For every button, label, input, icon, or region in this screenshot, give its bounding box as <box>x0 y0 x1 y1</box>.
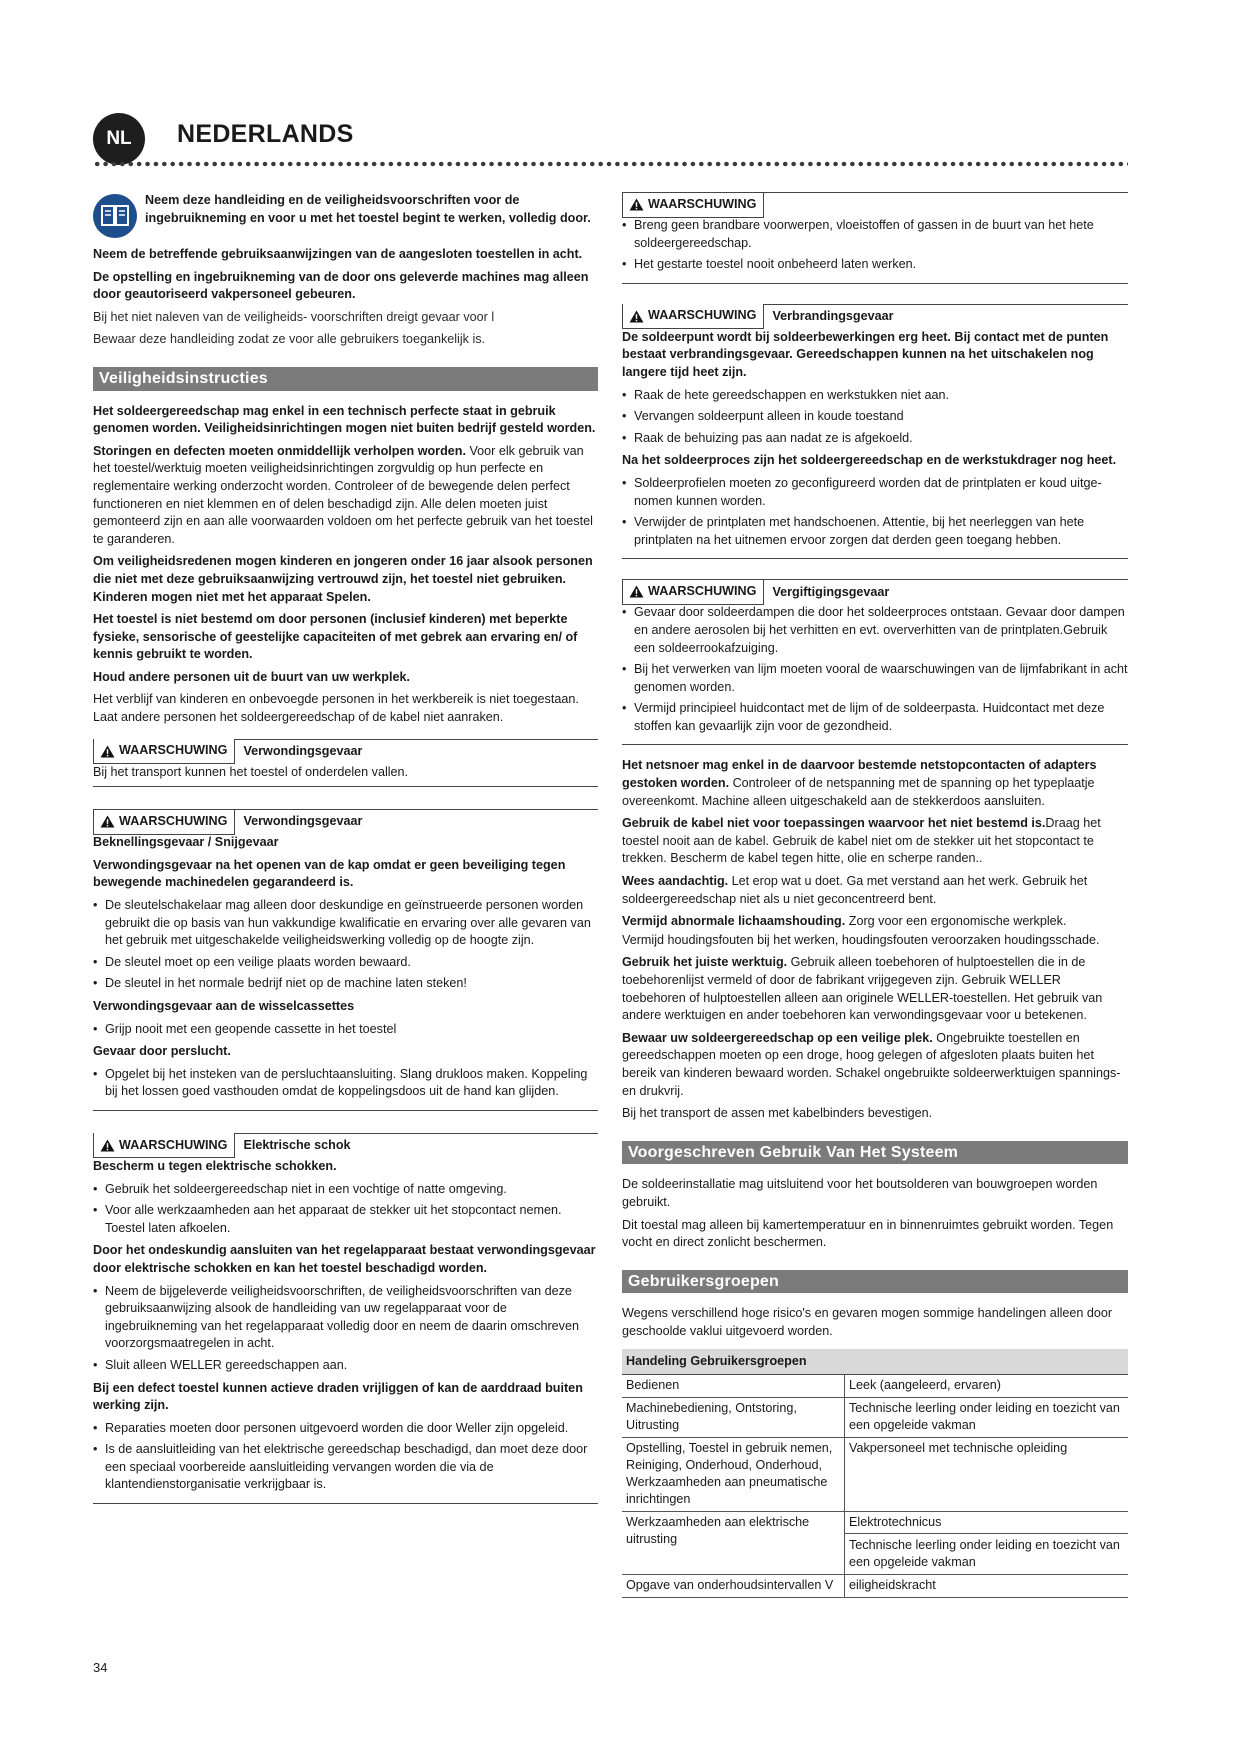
warning-subheading: Door het ondeskundig aansluiten van het regelapparaat bestaat verwondingsgevaar door elektrische schokken en kan het toestel beschadigd worden. <box>93 1243 596 1275</box>
warning-triangle-icon <box>100 745 115 758</box>
list-item: • Reparaties moeten door personen uitgevoerd worden die door Weller zijn opgeleid. <box>93 1420 598 1438</box>
warning-list <box>93 897 598 993</box>
safety-text-6: Het verblijf van kinderen en onbevoegde personen in het werkbereik is niet toegestaan. Laat andere personen het soldeergereedschap of de kabel niet aanraken. <box>93 692 579 725</box>
intended-text-2: Dit toestal mag alleen bij kamertemperatuur en in binnenruimtes gebruikt worden. Tegen vocht en direct zonlicht beschermen. <box>622 1217 1114 1250</box>
page-number: 34 <box>93 1660 108 1675</box>
general-safety-block <box>622 757 1128 1122</box>
list-item: • Vermijd principieel huidcontact met de lijm of de soldeerpasta. Huidcontact met deze stoffen kan gevaarlijk zijn voor de gezondheid. <box>622 700 1128 735</box>
table-row <box>622 1511 1128 1574</box>
warning-title: Verwondingsgevaar <box>243 814 363 829</box>
warning-triangle-icon <box>100 1139 115 1152</box>
list-item: • Raak de hete gereedschappen en werkstukken niet aan. <box>622 387 1128 405</box>
general-text-4b: Vermijd houdingsfouten bij het werken, houdingsfouten veroorzaken houdingsschade. <box>622 932 1100 947</box>
table-row <box>622 1374 1128 1397</box>
warning-tag: WAARSCHUWING <box>93 810 235 835</box>
warning-triangle-icon <box>100 815 115 828</box>
intro-text-2: Neem de betreffende gebruiksaanwijzingen van de aangesloten toestellen in acht. <box>93 247 583 261</box>
intended-text-1: De soldeerinstallatie mag uitsluitend voor het boutsolderen van bouwgroepen worden gebruikt. <box>622 1177 1098 1209</box>
warning-box-fire <box>622 192 1128 284</box>
section-heading-intended-use: Voorgeschreven Gebruik Van Het Systeem <box>622 1141 1128 1165</box>
warning-box-burn <box>622 304 1128 560</box>
warning-title: Verwondingsgevaar <box>243 743 363 758</box>
right-column <box>622 192 1128 1598</box>
list-item: • Gevaar door soldeerdampen die door het soldeerproces ontstaan. Gevaar door dampen en andere aerosolen bij het verhitten en evt. oververhitten van de printplaten.Gebruik een soldeerrookafzuiging. <box>622 604 1128 657</box>
list-item: • Opgelet bij het insteken van de persluchtaansluiting. Slang drukloos maken. Koppeling bij het lossen goed vasthouden omdat de koppelingsdoos uit de hand kan glijden. <box>93 1066 598 1101</box>
warning-box-injury-machine <box>93 809 598 1111</box>
warning-tag: WAARSCHUWING <box>93 739 235 764</box>
warning-list <box>93 1021 598 1039</box>
table-cell: Leek (aangeleerd, ervaren) <box>845 1374 1129 1397</box>
warning-tag: WAARSCHUWING <box>93 1133 235 1158</box>
table-cell: eiligheidskracht <box>845 1574 1129 1597</box>
user-groups-table <box>622 1349 1128 1598</box>
left-column <box>93 192 598 1508</box>
table-cell: Opstelling, Toestel in gebruik nemen, Reiniging, Onderhoud, Onderhoud, Werkzaamheden aan pneumatische inrichtingen <box>622 1437 845 1511</box>
warning-subheading: De soldeerpunt wordt bij soldeerbewerkingen erg heet. Bij contact met de punten bestaat verbrandingsgevaar. Gereedschappen kunnen na het uitschakelen nog langere tijd heet zijn. <box>622 329 1109 379</box>
list-item: • Gebruik het soldeergereedschap niet in een vochtige of natte omgeving. <box>93 1181 598 1199</box>
warning-list <box>93 1420 598 1494</box>
list-item: • Breng geen brandbare voorwerpen, vloeistoffen of gassen in de buurt van het hete soldeergereedschap. <box>622 217 1128 252</box>
list-item: • Het gestarte toestel nooit onbeheerd laten werken. <box>622 256 1128 274</box>
table-cell: Machinebediening, Ontstoring, Uitrusting <box>622 1397 845 1437</box>
general-text-4: Vermijd abnormale lichaamshouding. Zorg voor een ergonomische werkplek. <box>622 914 1067 929</box>
warning-subheading: Verwondingsgevaar aan de wisselcassettes <box>93 999 355 1013</box>
page-title: NEDERLANDS <box>177 120 354 148</box>
intro-block <box>93 192 598 242</box>
table-cell: Bedienen <box>622 1374 845 1397</box>
intro-text-3: De opstelling en ingebruikneming van de door ons geleverde machines mag alleen door geautoriseerd vakpersoneel gebeuren. <box>93 269 589 302</box>
intro-text-4: Bij het niet naleven van de veiligheids- voorschriften dreigt gevaar voor l <box>93 309 495 324</box>
warning-tag: WAARSCHUWING <box>622 580 764 605</box>
table-header-row <box>622 1349 1128 1375</box>
list-item: • Sluit alleen WELLER gereedschappen aan. <box>93 1357 598 1375</box>
intro-text-5: Bewaar deze handleiding zodat ze voor alle gebruikers toegankelijk is. <box>93 332 486 347</box>
safety-text-1: Het soldeergereedschap mag enkel in een technisch perfecte staat in gebruik genomen worden. Veiligheidsinrichtingen mogen niet buiten bedrijf gesteld worden. <box>93 403 596 436</box>
warning-subheading: Gevaar door perslucht. <box>93 1044 231 1059</box>
safety-text-5: Houd andere personen uit de buurt van uw werkplek. <box>93 669 410 684</box>
table-row <box>622 1574 1128 1597</box>
intro-text-1: Neem deze handleiding en de veiligheidsvoorschriften voor de ingebruikneming en voor u met het toestel begint te werken, volledig door. <box>145 193 591 225</box>
warning-list <box>622 475 1128 549</box>
safety-text-3: Om veiligheidsredenen mogen kinderen en jongeren onder 16 jaar alsook personen die niet met deze gebruiksaanwijzing vertrouwd zijn, het toestel niet gebruiken. Kinderen mogen niet met het apparaat Spelen. <box>93 554 593 604</box>
table-cell: Technische leerling onder leiding en toezicht van een opgeleide vakman <box>845 1397 1129 1437</box>
warning-tag: WAARSCHUWING <box>622 304 764 329</box>
warning-tag: WAARSCHUWING <box>622 193 764 218</box>
general-text-7: Bij het transport de assen met kabelbinders bevestigen. <box>622 1106 933 1121</box>
warning-list <box>622 217 1128 274</box>
list-item: • Vervangen soldeerpunt alleen in koude toestand <box>622 408 1128 426</box>
list-item: • De sleutelschakelaar mag alleen door deskundige en geïnstrueerde personen worden gebruikt die op basis van hun vakkundige kwalificatie en ervaring over alle gevaren van het gebruik met uitgeschakelde veiligheidswerking volledig op de hoogte zijn. <box>93 897 598 950</box>
safety-text-4: Het toestel is niet bestemd om door personen (inclusief kinderen) met beperkte fysieke, sensorische of geestelijke capaciteiten of met gebrek aan ervaring en/ of kennis gebruikt te worden. <box>93 612 578 662</box>
warning-title: Verbrandingsgevaar <box>772 308 894 323</box>
section-heading-safety: Veiligheidsinstructies <box>93 367 598 391</box>
list-item: • Grijp nooit met een geopende cassette in het toestel <box>93 1021 598 1039</box>
warning-list <box>622 387 1128 448</box>
warning-list <box>93 1181 598 1238</box>
warning-box-electric-shock <box>93 1133 598 1504</box>
list-item: • De sleutel in het normale bedrijf niet op de machine laten steken! <box>93 975 598 993</box>
warning-subheading: Na het soldeerproces zijn het soldeergereedschap en de werkstukdrager nog heet. <box>622 453 1117 468</box>
table-header: Handeling Gebruikersgroepen <box>622 1349 1128 1375</box>
language-badge <box>93 113 145 165</box>
warning-subheading: Verwondingsgevaar na het openen van de kap omdat er geen beveiliging tegen bewegende machinedelen gegarandeerd is. <box>93 857 566 890</box>
list-item: • Voor alle werkzaamheden aan het apparaat de stekker uit het stopcontact nemen. Toestel laten afkoelen. <box>93 1202 598 1237</box>
list-item: • Is de aansluitleiding van het elektrische gereedschap beschadigd, dan moet deze door een speciaal voorbereide aansluitleiding vervangen worden die via de klantendienstorganisatie verkrijgbaar is. <box>93 1441 598 1494</box>
table-row <box>622 1437 1128 1511</box>
general-text-2: Gebruik de kabel niet voor toepassingen waarvoor het niet bestemd is.Draag het toestel nooit aan de kabel. Gebruik de kabel niet om de stekker uit het stopcontact te trekken. Bescherm de kabel tegen hitte, olie en scherpe randen.. <box>622 816 1101 866</box>
table-cell: Werkzaamheden aan elektrische uitrusting <box>622 1511 845 1574</box>
warning-subheading: Bij een defect toestel kunnen actieve draden vrijliggen of kan de aarddraad buiten werking zijn. <box>93 1380 583 1413</box>
table-row <box>622 1397 1128 1437</box>
warning-triangle-icon <box>629 310 644 323</box>
dotted-divider <box>93 161 1128 167</box>
warning-text: Bij het transport kunnen het toestel of onderdelen vallen. <box>93 764 409 779</box>
warning-list <box>93 1283 598 1375</box>
warning-box-injury-transport <box>93 739 598 788</box>
warning-triangle-icon <box>629 585 644 598</box>
manual-book-icon <box>93 194 137 238</box>
warning-subheading: Bescherm u tegen elektrische schokken. <box>93 1158 337 1173</box>
general-text-1: Het netsnoer mag enkel in de daarvoor bestemde netstopcontacten of adapters gestoken worden. Controleer of de netspanning met de spanning op het typeplaatje overeenkomt. Machine alleen uitgeschakeld aan de stekkerdoos aansluiten. <box>622 758 1097 808</box>
table-cell: Vakpersoneel met technische opleiding <box>845 1437 1129 1511</box>
warning-title: Elektrische schok <box>243 1138 351 1153</box>
table-cell: Elektrotechnicus Technische leerling onder leiding en toezicht van een opgeleide vakman <box>845 1511 1129 1574</box>
list-item: • Raak de behuizing pas aan nadat ze is afgekoeld. <box>622 430 1128 448</box>
general-text-6: Bewaar uw soldeergereedschap op een veilige plek. Ongebruikte toestellen en gereedschappen moeten op een droge, hoog gelegen of afgesloten plaats buiten het bereik van kinderen bewaard worden. Schakel ongebruikte soldeerwerktuigen spannings- en drukvrij. <box>622 1030 1121 1098</box>
table-cell: Opgave van onderhoudsintervallen V <box>622 1574 845 1597</box>
language-code: NL <box>106 128 132 149</box>
warning-triangle-icon <box>629 198 644 211</box>
list-item: • Bij het verwerken van lijm moeten vooral de waarschuwingen van de lijmfabrikant in acht genomen worden. <box>622 661 1128 696</box>
list-item: • Verwijder de printplaten met handschoenen. Attentie, bij het neerleggen van hete printplaten na het uitnemen ervoor zorgen dat derden geen toegang hebben. <box>622 514 1128 549</box>
user-groups-intro: Wegens verschillend hoge risico's en gevaren mogen sommige handelingen alleen door geschoolde vaklui uitgevoerd worden. <box>622 1306 1113 1338</box>
list-item: • De sleutel moet op een veilige plaats worden bewaard. <box>93 954 598 972</box>
section-heading-user-groups: Gebruikersgroepen <box>622 1270 1128 1294</box>
warning-list <box>622 604 1128 735</box>
general-text-3: Wees aandachtig. Let erop wat u doet. Ga met verstand aan het werk. Gebruik het soldeergereedschap niet als u niet geconcentreerd bent. <box>622 874 1088 906</box>
warning-list <box>93 1066 598 1101</box>
list-item: • Soldeerprofielen moeten zo geconfigureerd worden dat de printplaten er koud uitge- nomen kunnen worden. <box>622 475 1128 510</box>
warning-box-poisoning <box>622 579 1128 745</box>
safety-text-2: Storingen en defecten moeten onmiddellijk verholpen worden. Voor elk gebruik van het toestel/werktuig moeten veiligheidsinrichtingen zorgvuldig op hun perfecte en reglementaire werking onderzocht worden. Controleer of de bewegende delen perfect functioneren en niet klemmen en of delen beschadigd zijn. Alle delen moeten juist gemonteerd zijn en aan alle voorwaarden voldoen om het perfecte gebruik van het toestel te garanderen. <box>93 443 593 546</box>
warning-title: Vergiftigingsgevaar <box>772 584 890 599</box>
list-item: • Neem de bijgeleverde veiligheidsvoorschriften, de veiligheidsvoorschriften van deze gebruiksaanwijzing alsook de handleiding van uw regelapparaat voor de ingebruikneming van het regelapparaat volledig door en neem de daarin omschreven voorzorgsmaatregelen in acht. <box>93 1283 598 1353</box>
general-text-5: Gebruik het juiste werktuig. Gebruik alleen toebehoren of hulptoestellen die in de toebehorenlijst vermeld of door de fabrikant vrijgegeven zijn. Gebruik WELLER toebehoren of hulptoestellen alleen aan originele WELLER-toestellen. Het gebruik van andere werktuigen en ander toebehoren kan verwondingsgevaar voor u betekenen. <box>622 955 1103 1023</box>
warning-subheading: Beknellingsgevaar / Snijgevaar <box>93 835 279 850</box>
